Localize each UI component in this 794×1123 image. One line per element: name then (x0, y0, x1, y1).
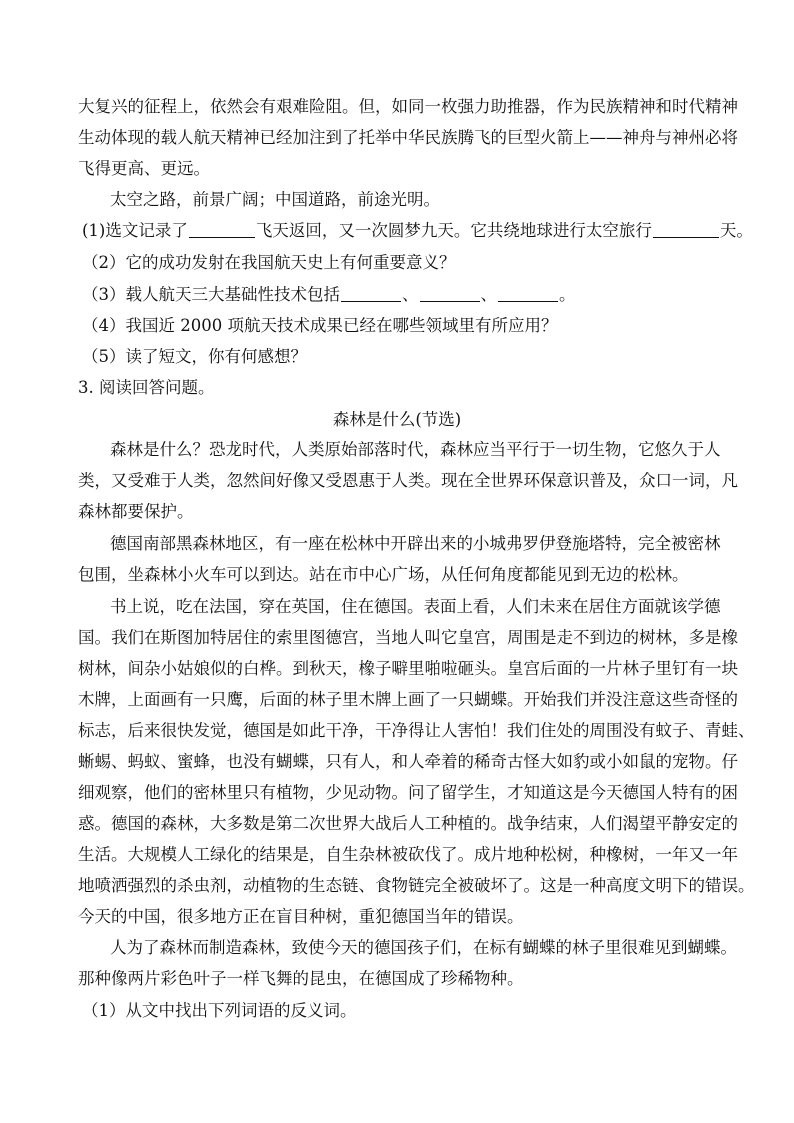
question-2: （2）它的成功发射在我国航天史上有何重要意义？ (82, 253, 456, 272)
text-line: 飞得更高、更远。 (78, 159, 210, 178)
question-4: （4）我国近 2000 项航天技术成果已经在哪些领域里有所应用？ (82, 316, 558, 335)
article-line: 树林，间杂小姑娘似的白桦。到秋天，橡子噼里啪啦砸头。皇宫后面的一片林子里钉有一块 (78, 659, 738, 678)
section-heading: 3. 阅读回答问题。 (78, 378, 215, 397)
text-line: 大复兴的征程上，依然会有艰难险阻。但，如同一枚强力助推器，作为民族精神和时代精神 (78, 97, 738, 116)
answer-blank[interactable] (653, 221, 719, 238)
answer-blank[interactable] (498, 285, 558, 302)
article-line: 德国南部黑森林地区，有一座在松林中开辟出来的小城弗罗伊登施塔特，完全被密林 (110, 534, 721, 553)
article-line: 标志，后来很快发觉，德国是如此干净，干净得让人害怕！我们住处的周围没有蚊子、青蛙、 (78, 721, 755, 740)
article-title: 森林是什么(节选) (332, 410, 462, 429)
article-line: 生活。大规模人工绿化的结果是，自生杂林被砍伐了。成片地种松树，种橡树，一年又一年 (78, 845, 738, 864)
text-line: 生动体现的载人航天精神已经加注到了托举中华民族腾飞的巨型火箭上——神舟与神州必将 (78, 128, 738, 147)
article-line: 地喷洒强烈的杀虫剂，动植物的生态链、食物链完全被破坏了。这是一种高度文明下的错误。 (78, 876, 755, 895)
question-5: （5）读了短文，你有何感想？ (82, 347, 307, 366)
article-line: 森林都要保护。 (78, 502, 194, 521)
answer-blank[interactable] (189, 221, 255, 238)
article-line: 木牌，上面画有一只鹰，后面的林子里木牌上画了一只蝴蝶。开始我们并没注意这些奇怪的 (78, 690, 738, 709)
article-line: 细观察，他们的密林里只有植物，少见动物。问了留学生，才知道这是今天德国人特有的困 (78, 783, 738, 802)
article-line: 蜥蜴、蚂蚁、蜜蜂，也没有蝴蝶，只有人，和人牵着的稀奇古怪大如豹或小如鼠的宠物。仔 (78, 752, 738, 771)
article-line: 那种像两片彩色叶子一样飞舞的昆虫，在德国成了珍稀物种。 (78, 969, 524, 988)
article-line: 森林是什么？恐龙时代，人类原始部落时代，森林应当平行于一切生物，它悠久于人 (110, 440, 721, 459)
article-line: 今天的中国，很多地方正在盲目种树，重犯德国当年的错误。 (78, 907, 524, 926)
article-line: 书上说，吃在法国，穿在英国，住在德国。表面上看，人们未来在居住方面就该学德 (110, 597, 721, 616)
question-1: (1)选文记录了 飞天返回，又一次圆梦九天。它共绕地球进行太空旅行 天。 (82, 221, 753, 240)
article-line: 惑。德国的森林，大多数是第二次世界大战后人工种植的。战争结束，人们渴望平静安定的 (78, 814, 738, 833)
article-line: 人为了森林而制造森林，致使今天的德国孩子们，在标有蝴蝶的林子里很难见到蝴蝶。 (110, 938, 737, 957)
article-line: 包围，坐森林小火车可以到达。站在市中心广场，从任何角度都能见到无边的松林。 (78, 565, 689, 584)
article-line: 类，又受难于人类，忽然间好像又受恩惠于人类。现在全世界环保意识普及，众口一词，凡 (78, 471, 738, 490)
closing-paragraph: 太空之路，前景广阔；中国道路，前途光明。 (110, 190, 440, 209)
question-3: （3）载人航天三大基础性技术包括 、 、 。 (82, 285, 576, 304)
article-line: 国。我们在斯图加特居住的索里图德宫，当地人叫它皇宫，周围是走不到边的树林，多是橡 (78, 628, 738, 647)
answer-blank[interactable] (341, 285, 401, 302)
answer-blank[interactable] (420, 285, 480, 302)
question-antonyms: （1）从文中找出下列词语的反义词。 (82, 1001, 357, 1020)
